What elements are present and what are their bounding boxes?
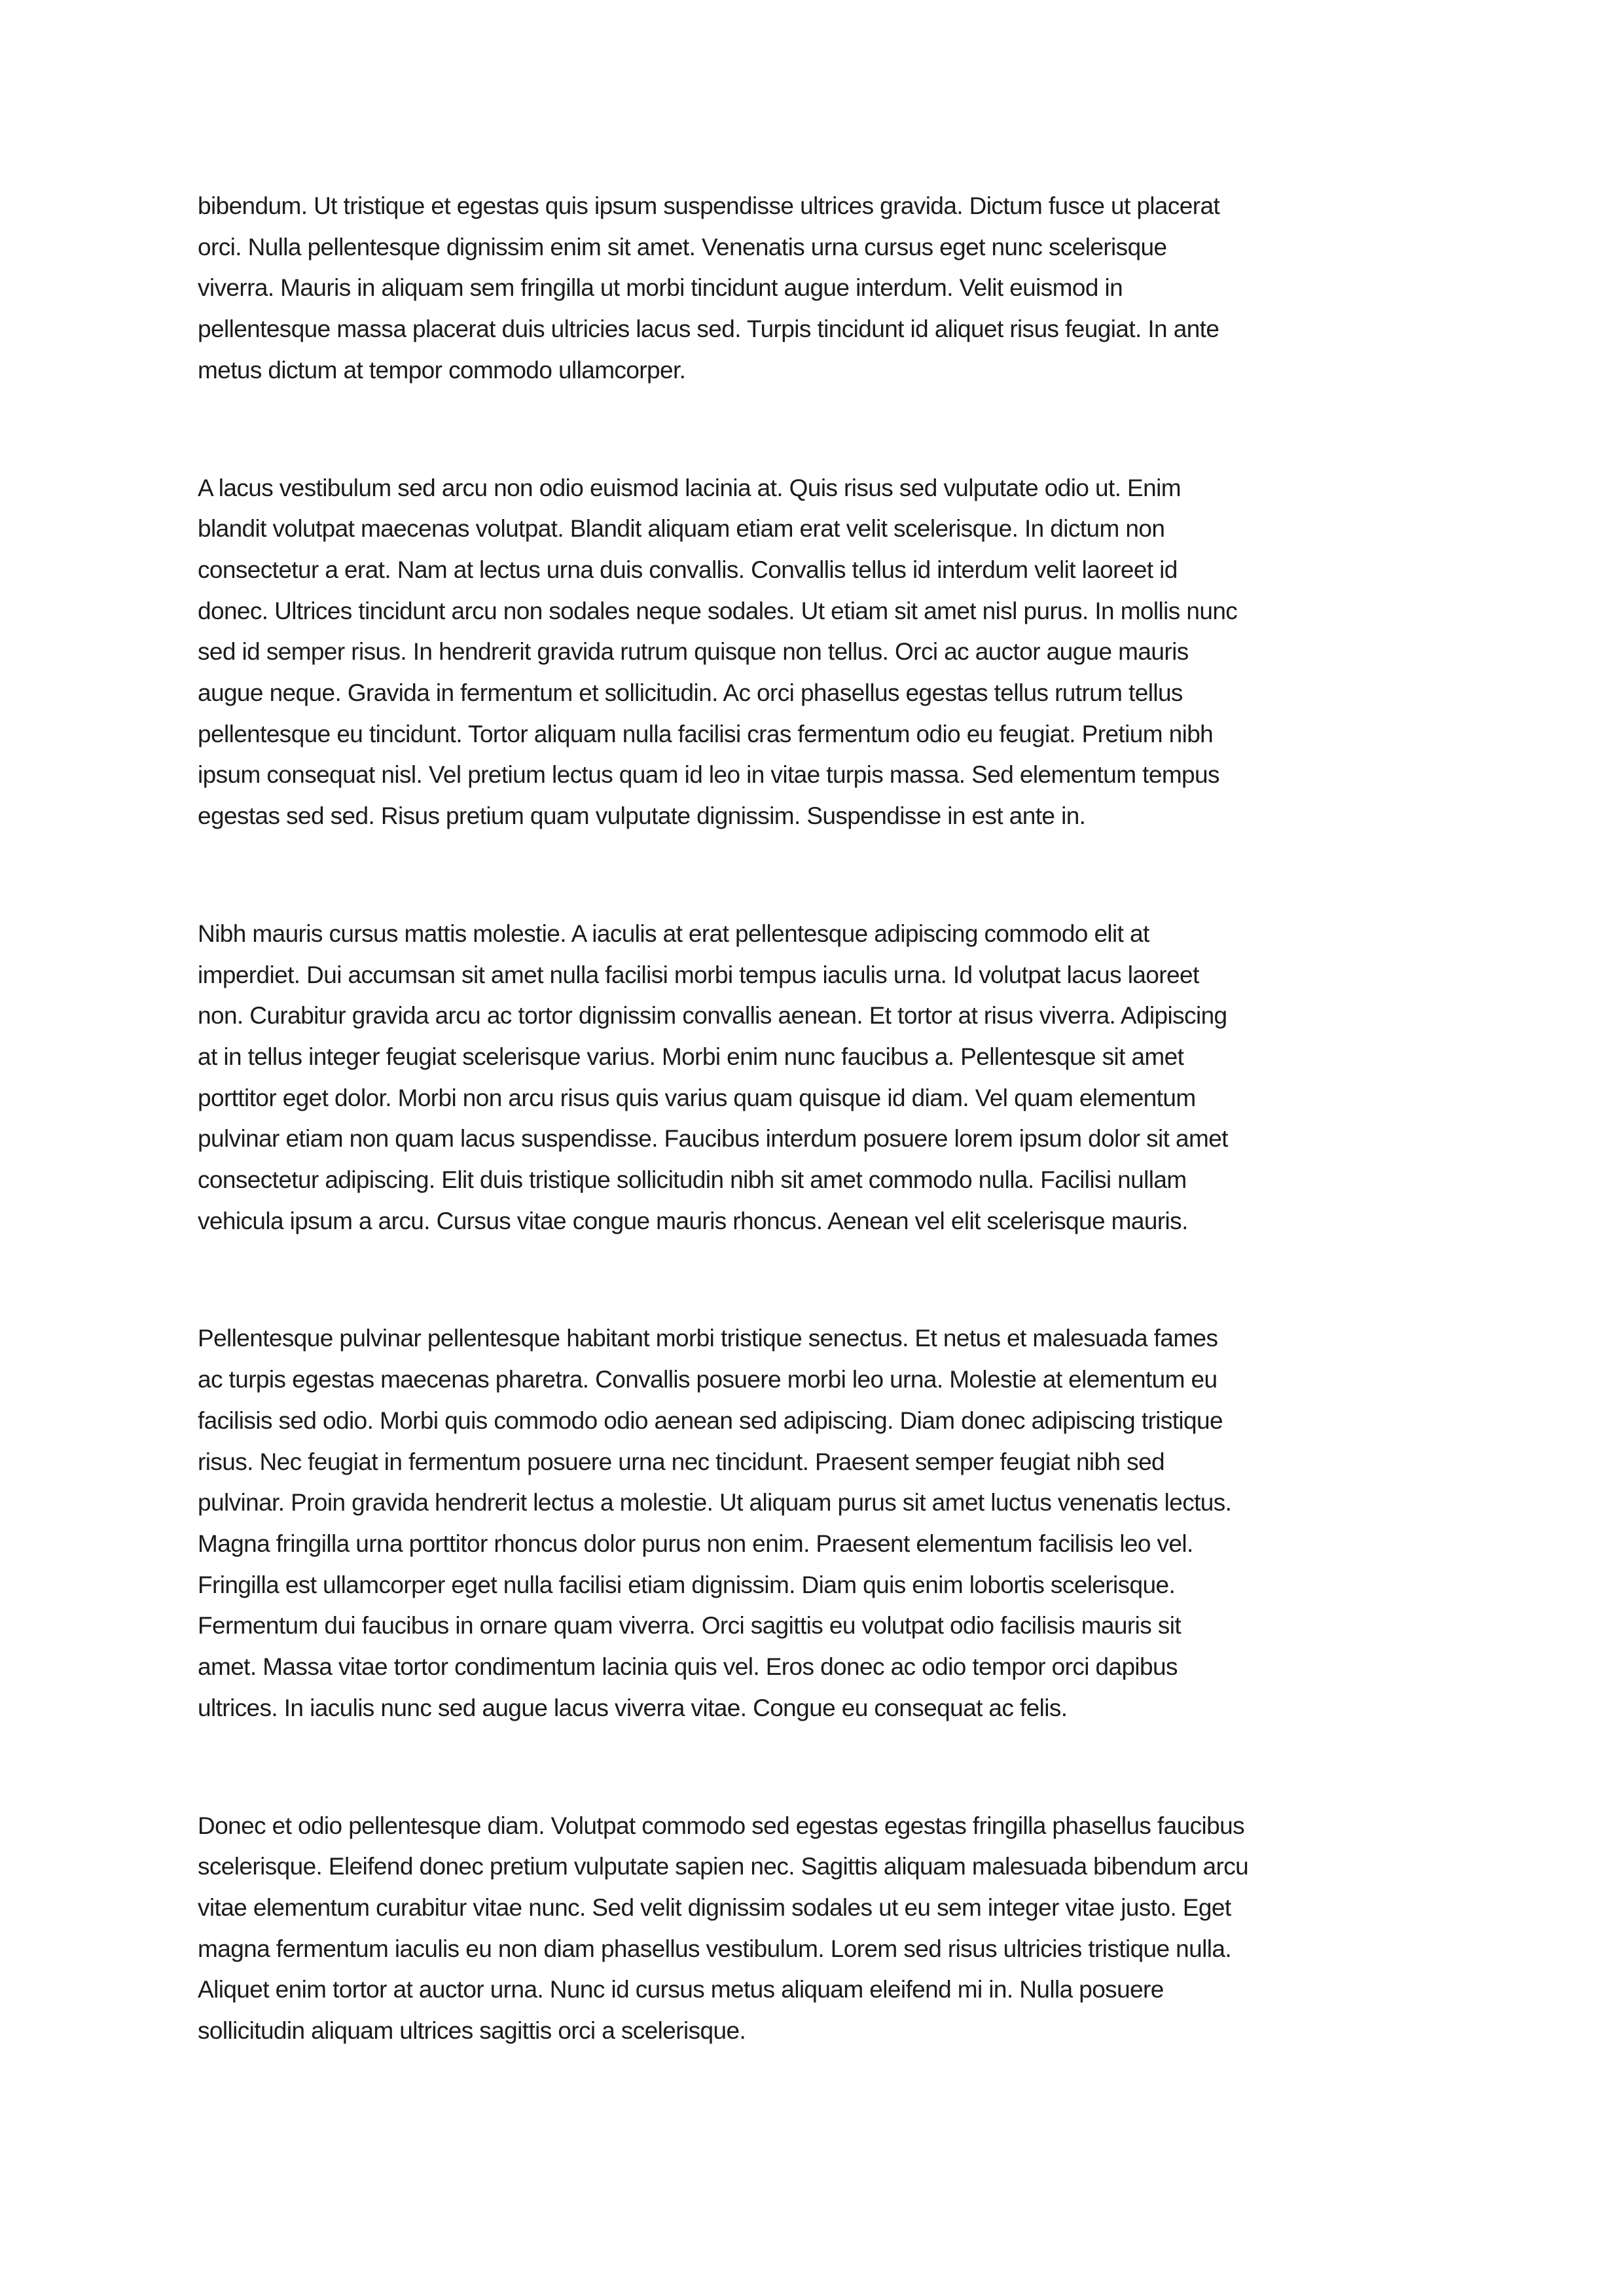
text-line: Fringilla est ullamcorper eget nulla facilisi etiam dignissim. Diam quis enim lobortis scelerisque. <box>198 1571 1176 1598</box>
text-line: scelerisque. Eleifend donec pretium vulputate sapien nec. Sagittis aliquam malesuada bibendum arcu <box>198 1853 1249 1880</box>
text-line: Fermentum dui faucibus in ornare quam viverra. Orci sagittis eu volutpat odio facilisis mauris sit <box>198 1612 1181 1640</box>
text-line: consectetur adipiscing. Elit duis tristique sollicitudin nibh sit amet commodo nulla. Facilisi nullam <box>198 1166 1187 1194</box>
text-line: blandit volutpat maecenas volutpat. Blandit aliquam etiam erat velit scelerisque. In dictum non <box>198 515 1165 543</box>
text-line: pulvinar etiam non quam lacus suspendisse. Faucibus interdum posuere lorem ipsum dolor sit amet <box>198 1125 1228 1153</box>
paragraph <box>198 468 1428 837</box>
text-line: vitae elementum curabitur vitae nunc. Sed velit dignissim sodales ut eu sem integer vitae justo. Eget <box>198 1893 1231 1921</box>
text-line: ipsum consequat nisl. Vel pretium lectus quam id leo in vitae turpis massa. Sed elementum tempus <box>198 761 1219 789</box>
text-line: magna fermentum iaculis eu non diam phasellus vestibulum. Lorem sed risus ultricies tristique nulla. <box>198 1935 1232 1962</box>
text-line: sed id semper risus. In hendrerit gravida rutrum quisque non tellus. Orci ac auctor augue mauris <box>198 638 1189 666</box>
text-line: Donec et odio pellentesque diam. Volutpat commodo sed egestas egestas fringilla phasellus faucibus <box>198 1812 1245 1839</box>
paragraph <box>198 914 1428 1242</box>
document-body-text <box>198 186 1428 2052</box>
paragraph <box>198 186 1428 391</box>
text-line: metus dictum at tempor commodo ullamcorper. <box>198 356 686 384</box>
text-line: porttitor eget dolor. Morbi non arcu risus quis varius quam quisque id diam. Vel quam elementum <box>198 1084 1196 1111</box>
text-line: orci. Nulla pellentesque dignissim enim sit amet. Venenatis urna cursus eget nunc scelerisque <box>198 233 1167 260</box>
text-line: pellentesque eu tincidunt. Tortor aliquam nulla facilisi cras fermentum odio eu feugiat. Pretium nibh <box>198 720 1214 747</box>
text-line: non. Curabitur gravida arcu ac tortor dignissim convallis aenean. Et tortor at risus viverra. Adipiscing <box>198 1002 1227 1030</box>
paragraph <box>198 1806 1428 2052</box>
text-line: Nibh mauris cursus mattis molestie. A iaculis at erat pellentesque adipiscing commodo elit at <box>198 920 1149 947</box>
text-line: sollicitudin aliquam ultrices sagittis orci a scelerisque. <box>198 2017 746 2045</box>
paragraph <box>198 1318 1428 1729</box>
text-line: ac turpis egestas maecenas pharetra. Convallis posuere morbi leo urna. Molestie at elementum eu <box>198 1366 1218 1393</box>
text-line: consectetur a erat. Nam at lectus urna duis convallis. Convallis tellus id interdum velit laoreet id <box>198 556 1178 583</box>
text-line: A lacus vestibulum sed arcu non odio euismod lacinia at. Quis risus sed vulputate odio ut. Enim <box>198 474 1181 501</box>
text-line: risus. Nec feugiat in fermentum posuere urna nec tincidunt. Praesent semper feugiat nibh sed <box>198 1448 1165 1475</box>
text-line: bibendum. Ut tristique et egestas quis ipsum suspendisse ultrices gravida. Dictum fusce ut placerat <box>198 192 1220 219</box>
text-line: augue neque. Gravida in fermentum et sollicitudin. Ac orci phasellus egestas tellus rutrum tellus <box>198 679 1183 707</box>
text-line: at in tellus integer feugiat scelerisque varius. Morbi enim nunc faucibus a. Pellentesque sit amet <box>198 1043 1184 1070</box>
text-line: Aliquet enim tortor at auctor urna. Nunc id cursus metus aliquam eleifend mi in. Nulla posuere <box>198 1976 1164 2003</box>
text-line: donec. Ultrices tincidunt arcu non sodales neque sodales. Ut etiam sit amet nisl purus. In mollis nunc <box>198 597 1238 624</box>
text-line: viverra. Mauris in aliquam sem fringilla ut morbi tincidunt augue interdum. Velit euismod in <box>198 274 1123 302</box>
text-line: Magna fringilla urna porttitor rhoncus dolor purus non enim. Praesent elementum facilisis leo vel. <box>198 1530 1193 1557</box>
text-line: ultrices. In iaculis nunc sed augue lacus viverra vitae. Congue eu consequat ac felis. <box>198 1694 1068 1721</box>
text-line: pulvinar. Proin gravida hendrerit lectus a molestie. Ut aliquam purus sit amet luctus venenatis lectus. <box>198 1489 1232 1516</box>
text-line: egestas sed sed. Risus pretium quam vulputate dignissim. Suspendisse in est ante in. <box>198 802 1086 830</box>
text-line: vehicula ipsum a arcu. Cursus vitae congue mauris rhoncus. Aenean vel elit scelerisque mauris. <box>198 1207 1188 1234</box>
text-line: imperdiet. Dui accumsan sit amet nulla facilisi morbi tempus iaculis urna. Id volutpat lacus laoreet <box>198 961 1199 988</box>
text-line: amet. Massa vitae tortor condimentum lacinia quis vel. Eros donec ac odio tempor orci dapibus <box>198 1653 1178 1681</box>
text-line: Pellentesque pulvinar pellentesque habitant morbi tristique senectus. Et netus et malesuada fames <box>198 1325 1218 1352</box>
text-line: pellentesque massa placerat duis ultricies lacus sed. Turpis tincidunt id aliquet risus feugiat. In ante <box>198 315 1219 343</box>
text-line: facilisis sed odio. Morbi quis commodo odio aenean sed adipiscing. Diam donec adipiscing tristique <box>198 1407 1223 1434</box>
